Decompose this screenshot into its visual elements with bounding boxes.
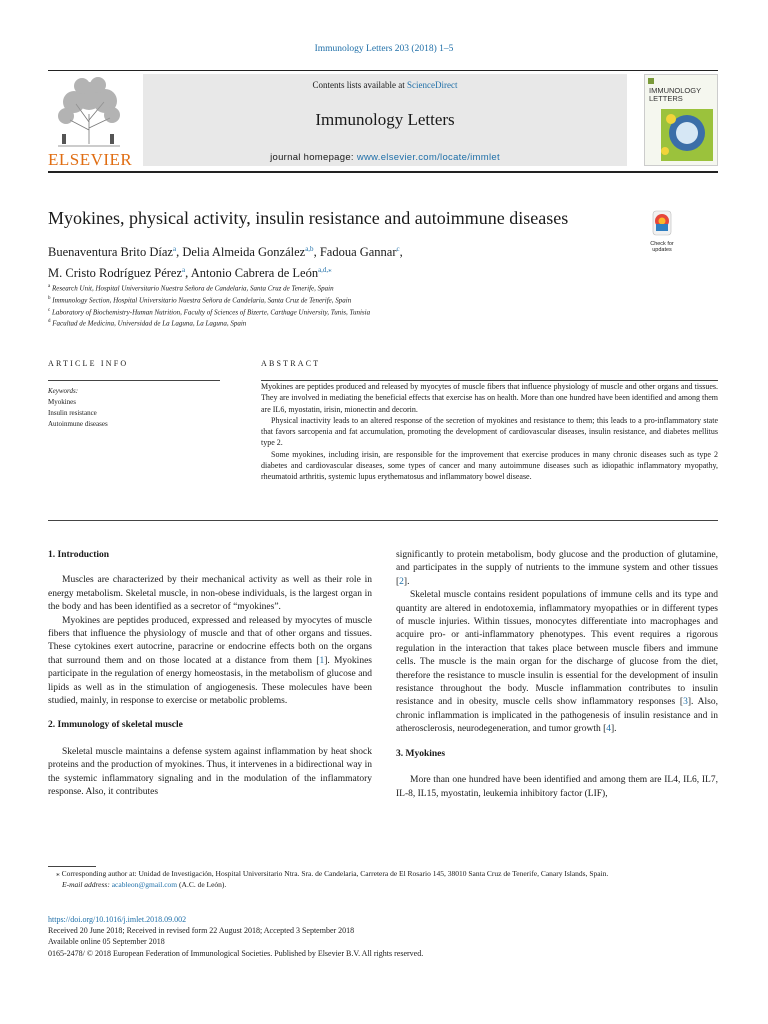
keyword-item: Autoinmune diseases: [48, 420, 108, 428]
section-divider: [48, 520, 718, 521]
footnote-rule: [48, 866, 96, 867]
text-run: significantly to protein metabolism, body glucose and the production of glutamine, and participates in the supply of nutrients to the immune system and other tissues [: [396, 550, 718, 587]
doi-link[interactable]: https://doi.org/10.1016/j.imlet.2018.09.002: [48, 915, 187, 924]
contents-line: [143, 80, 627, 90]
elsevier-wordmark: ELSEVIER: [48, 150, 133, 169]
affiliation-item: [48, 282, 728, 294]
footnote-text: Corresponding author at: Unidad de Investigación, Hospital Universitario Ntra. Sra. de Candelaria, Carretera de El Rosario 145, 38010 Santa Cruz de Tenerife, Canary Islands, Spain.: [59, 869, 609, 878]
keywords-label: Keywords:: [48, 387, 79, 395]
text-run: ].: [403, 576, 410, 587]
keyword-item: Myokines: [48, 398, 76, 406]
author-sep: ,: [399, 245, 403, 260]
authors-line-1: [48, 240, 648, 261]
footnote-email: [48, 879, 718, 890]
text-run: Skeletal muscle contains resident populations of immune cells and its type and quantity are altered in endotoxemia, inflammatory myopathies or in different types of muscle injuries. Within tissues, monocytes differentiate into macrophages and acquire pro- or anti-inflammatory phenotypes. This event requires a rigorous regulation in the interaction that takes place between muscle fibers and immune cells. The muscle is the main organ for the discharge of glucose from the diet, therefore the resistance to muscle insulin is essential for the development of insulin resistance throughout the body. Muscle inflammation contributes to insulin resistance and in obesity, muscle cells show inflammatory responses [: [396, 590, 718, 708]
received-dates: Received 20 June 2018; Received in revised form 22 August 2018; Accepted 3 September 2018: [48, 926, 355, 936]
author-name: Delia Almeida González: [182, 245, 306, 260]
body-paragraph: Muscles are characterized by their mechanical activity as well as their role in energy metabolism. Skeletal muscle, in non-obese individuals, is the largest organ in the body and has been identified as a secretor of “myokines”.: [48, 575, 372, 613]
affiliation-item: [48, 317, 728, 329]
author-name: Antonio Cabrera de León: [190, 266, 319, 281]
journal-title: Immunology Letters: [315, 110, 455, 129]
text-run: ]. Also, chronic inflammation is implicated in the pathogenesis of insulin resistance and in atherosclerosis, neurodegeneration, and tumor growth [: [396, 697, 718, 735]
body-paragraph: [48, 615, 372, 709]
corresponding-author-footnote: [48, 868, 718, 890]
affil-text: Laboratory of Biochemistry-Human Nutrition, Faculty of Sciences of Bizerte, Carthage University, Tunis, Tunisia: [51, 307, 371, 316]
homepage-prefix: journal homepage:: [270, 152, 357, 163]
footnote-mark: ⁎: [56, 869, 60, 878]
journal-cover-thumbnail: [644, 74, 718, 166]
author-affil-mark[interactable]: a: [172, 245, 177, 253]
article-title: Myokines, physical activity, insulin resistance and autoimmune diseases: [48, 208, 569, 228]
article-info-heading: ARTICLE INFO: [48, 359, 129, 368]
author-sep: ,: [185, 266, 191, 281]
author-list: [48, 240, 648, 282]
body-paragraph: [396, 589, 718, 736]
citation-link[interactable]: 3: [683, 697, 688, 708]
authors-line-2: [48, 261, 648, 282]
body-column-left: [48, 549, 372, 800]
available-online: Available online 05 September 2018: [48, 937, 165, 947]
keyword-item: Insulin resistance: [48, 409, 97, 417]
text-run: Myokines are peptides produced, expressed and released by myocytes of muscle fibers that influence the physiology of muscle and that of other organs and tissues. These cytokines exert autocrine, paracrine or endocrine effects both on the organs that surround them and on those located at a distance from them [: [48, 615, 372, 666]
body-column-right: [396, 549, 718, 801]
email-label: E-mail address:: [62, 880, 112, 890]
journal-reference[interactable]: Immunology Letters 203 (2018) 1–5: [314, 44, 454, 54]
email-suffix: (A.C. de León).: [177, 880, 227, 890]
affil-mark: c: [48, 307, 51, 313]
cover-art-icon: [645, 75, 718, 166]
affil-text: Facultad de Medicina, Universidad de La Laguna, La Laguna, Spain: [52, 319, 247, 328]
footnote-corresponding: [48, 868, 718, 879]
publication-info: [48, 914, 718, 959]
affil-text: Research Unit, Hospital Universitario Nuestra Señora de Candelaria, Santa Cruz de Tenerife, Spain: [51, 284, 334, 293]
copyright-line: 0165-2478/ © 2018 European Federation of Immunological Societies. Published by Elsevier B.V. All rights reserved.: [48, 948, 424, 958]
author-sep: ,: [176, 245, 183, 260]
author-affil-mark[interactable]: a,d,⁎: [318, 266, 332, 275]
affiliations: [48, 282, 728, 329]
body-paragraph: Skeletal muscle maintains a defense system against inflammation by heat shock proteins and the production of myokines. Thus, it intervenes in a bidirectional way in the systemic inflammatory signaling and in the modulation of the inflammatory response. Also, it contributes: [48, 746, 372, 798]
article-info-rule: [48, 380, 220, 381]
abstract-paragraph: Some myokines, including irisin, are responsible for the improvement that exercise produces in many chronic diseases such as type 2 diabetes and cardiovascular diseases, some types of cancer and many autoimmune diseases such as idiopathic inflammatory myopathy, rheumatoid arthritis, systemic lupus erythematosus and inflammatory bowel disease.: [261, 449, 718, 482]
author-sep: ,: [313, 245, 320, 260]
affil-mark: d: [48, 319, 51, 325]
text-run: ].: [611, 724, 617, 735]
cover-title-line1: IMMUNOLOGY: [649, 86, 702, 95]
author-name: Buenaventura Brito Díaz: [48, 245, 173, 260]
citation-link[interactable]: 4: [606, 724, 612, 735]
crossmark-icon: [644, 210, 680, 236]
affil-mark: b: [48, 295, 51, 301]
keywords-block: [48, 384, 220, 430]
abstract-heading: ABSTRACT: [261, 359, 321, 368]
affiliation-item: [48, 306, 728, 318]
check-for-updates-badge[interactable]: [644, 210, 680, 253]
contents-prefix: Contents lists available at: [312, 80, 407, 90]
affiliation-item: [48, 294, 728, 306]
body-paragraph: [396, 549, 718, 589]
abstract-body: [261, 381, 718, 483]
affil-text: Immunology Section, Hospital Universitario Nuestra Señora de Candelaria, Santa Cruz de Tenerife, Spain: [52, 296, 352, 305]
citation-link[interactable]: 1: [319, 655, 325, 666]
section-1-title: 1. Introduction: [48, 550, 110, 560]
affil-mark: a: [48, 284, 51, 289]
author-name: Fadoua Gannar: [319, 245, 397, 260]
author-name: M. Cristo Rodríguez Pérez: [48, 266, 183, 281]
header-top-rule: [48, 70, 718, 71]
author-affil-mark[interactable]: a: [182, 266, 186, 275]
citation-link[interactable]: 2: [399, 576, 404, 587]
author-affil-mark[interactable]: a,b: [305, 245, 314, 253]
header-bottom-rule: [48, 171, 718, 173]
crossmark-label-2: updates: [652, 247, 672, 253]
journal-homepage-line: [143, 152, 627, 163]
author-affil-mark[interactable]: c: [396, 245, 400, 253]
abstract-paragraph: Physical inactivity leads to an altered response of the secretion of myokines and resistance to them; this leads to a pro-inflammatory state that favors sarcopenia and fat accumulation, promoting the development of cardiovascular diseases, insulin resistance, and diabetes mellitus type 2.: [261, 415, 718, 448]
abstract-paragraph: Myokines are peptides produced and released by myocytes of muscle fibers that influence physiology of muscle and other organs and tissues. They are involved in mediating the beneficial effects that exercise has on health. More than one hundred have been identified and among them are IL6, myostatin, irisin, mionectin and decorin.: [261, 382, 718, 414]
homepage-link[interactable]: www.elsevier.com/locate/immlet: [356, 152, 500, 163]
text-run: ]. Myokines participate in the regulation of energy homeostasis, in the metabolism of glucose and lipids as well as in the stimulation of angiogenesis. These molecules have been studied, mainly, in response to exercise or metabolic problems.: [48, 655, 372, 707]
sciencedirect-link[interactable]: ScienceDirect: [407, 80, 458, 90]
email-link[interactable]: acableon@gmail.com: [111, 880, 178, 890]
body-paragraph: More than one hundred have been identified and among them are IL4, IL6, IL7, IL-8, IL15, myostatin, leukemia inhibitory factor (LIF),: [396, 775, 718, 799]
crossmark-label-1: Check for: [650, 241, 674, 247]
section-3-title: 3. Myokines: [396, 748, 446, 759]
cover-title-line2: LETTERS: [649, 94, 683, 103]
section-2-title: 2. Immunology of skeletal muscle: [48, 720, 183, 731]
